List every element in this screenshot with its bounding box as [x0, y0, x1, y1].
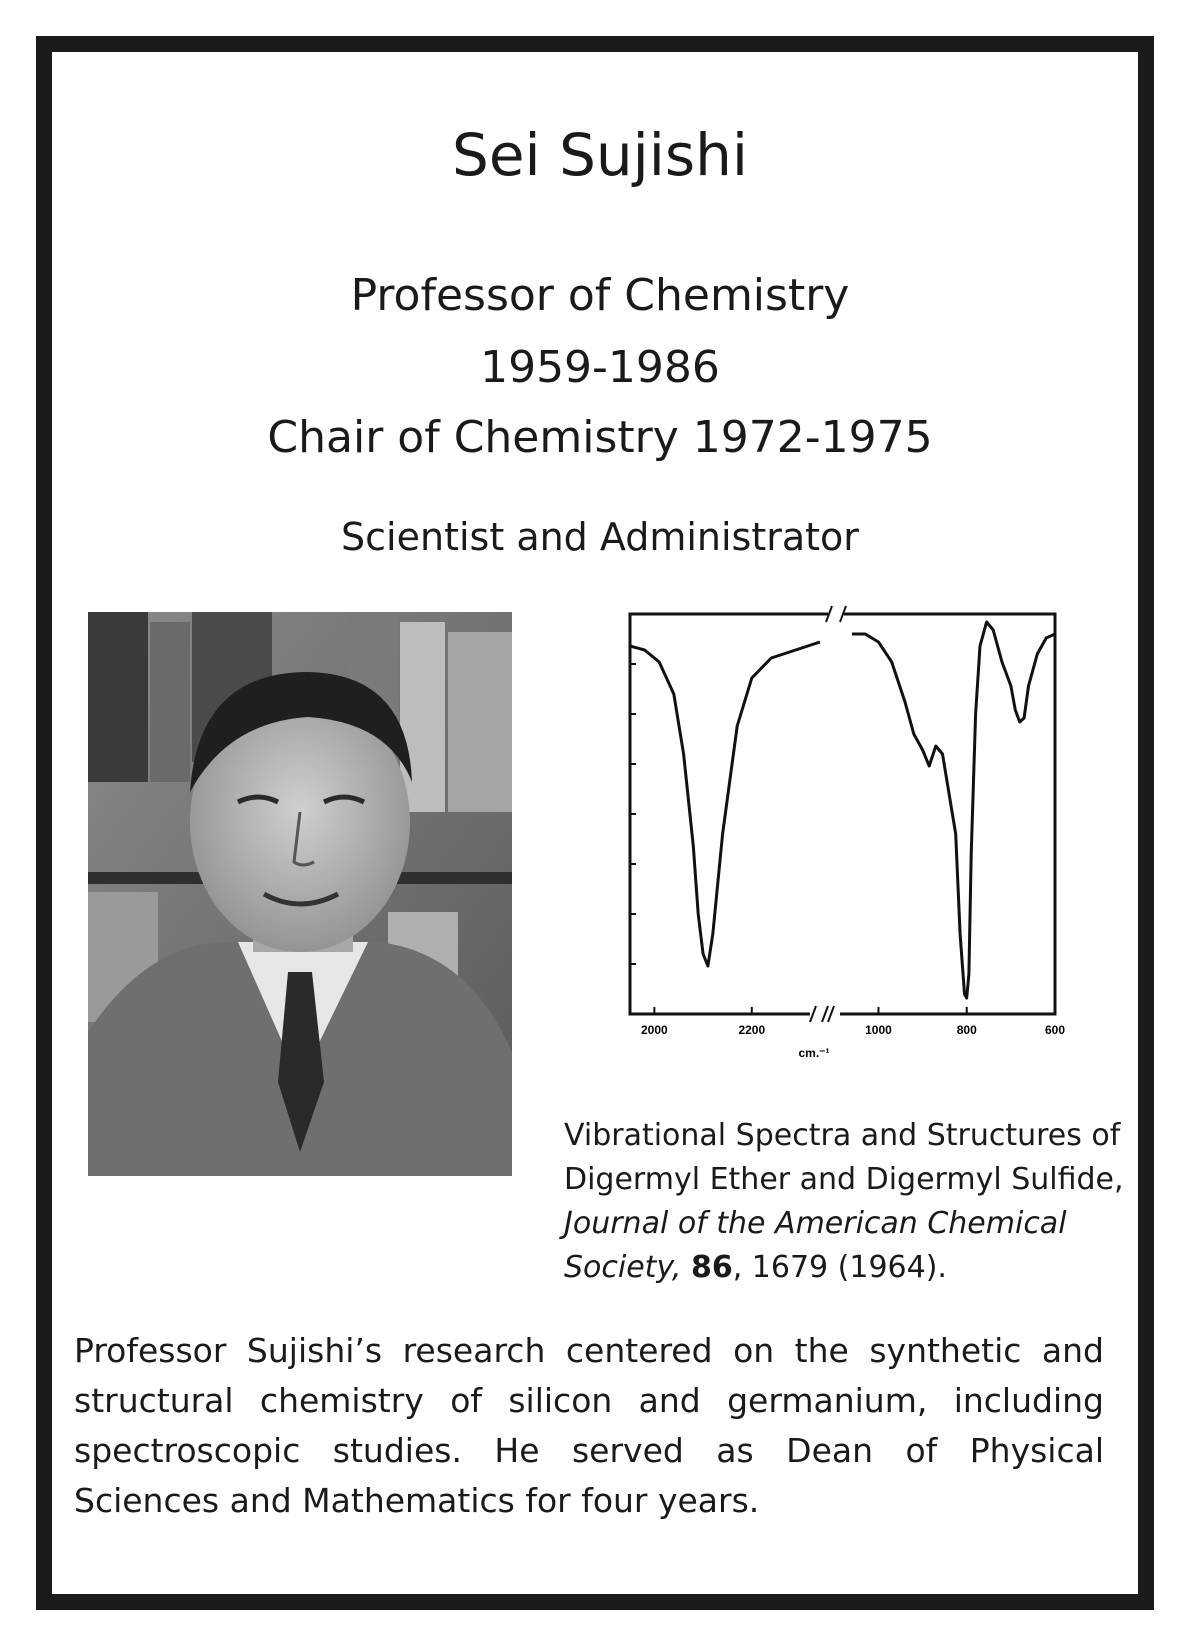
poster-title: Sei Sujishi [452, 121, 748, 189]
caption-journal-2: Society, [564, 1250, 682, 1285]
role-title: Professor of Chemistry [350, 270, 850, 321]
portrait-photo [88, 612, 512, 1176]
caption-citation [564, 1246, 1144, 1290]
caption-line-1: Vibrational Spectra and Structures of [564, 1118, 1121, 1153]
bio-paragraph: Professor Sujishi’s research centered on the synthetic and structural chemistry of silicon and germanium, including spectroscopic studies. He served as Dean of Physical Sciences and Mathematics for four years. [74, 1331, 1104, 1520]
caption-line-2: Digermyl Ether and Digermyl Sulfide, [564, 1162, 1124, 1197]
x-tick-label: 1000 [865, 1023, 892, 1037]
caption-volume: 86 [690, 1250, 733, 1285]
caption-pages-year: , 1679 (1964). [732, 1250, 947, 1285]
x-tick-label: 2000 [641, 1023, 668, 1037]
x-tick-label: 600 [1044, 1023, 1066, 1037]
spectrum-svg [600, 600, 1070, 1070]
x-axis-label: cm.⁻¹ [798, 1046, 830, 1060]
caption-journal: Journal of the American Chemical [564, 1206, 1067, 1241]
chair-role: Chair of Chemistry 1972-1975 [267, 412, 933, 463]
x-tick-label: 2200 [738, 1023, 766, 1037]
ir-spectrum-chart [600, 600, 1070, 1070]
plot-frame [630, 614, 1055, 1014]
x-tick-label: 800 [956, 1023, 977, 1037]
spectrum-line-left [630, 642, 820, 966]
role-years: 1959-1986 [480, 342, 720, 393]
spectrum-line-right [852, 622, 1055, 998]
portrait-illustration [88, 612, 512, 1176]
tagline: Scientist and Administrator [341, 515, 859, 559]
publication-caption [564, 1114, 1144, 1290]
